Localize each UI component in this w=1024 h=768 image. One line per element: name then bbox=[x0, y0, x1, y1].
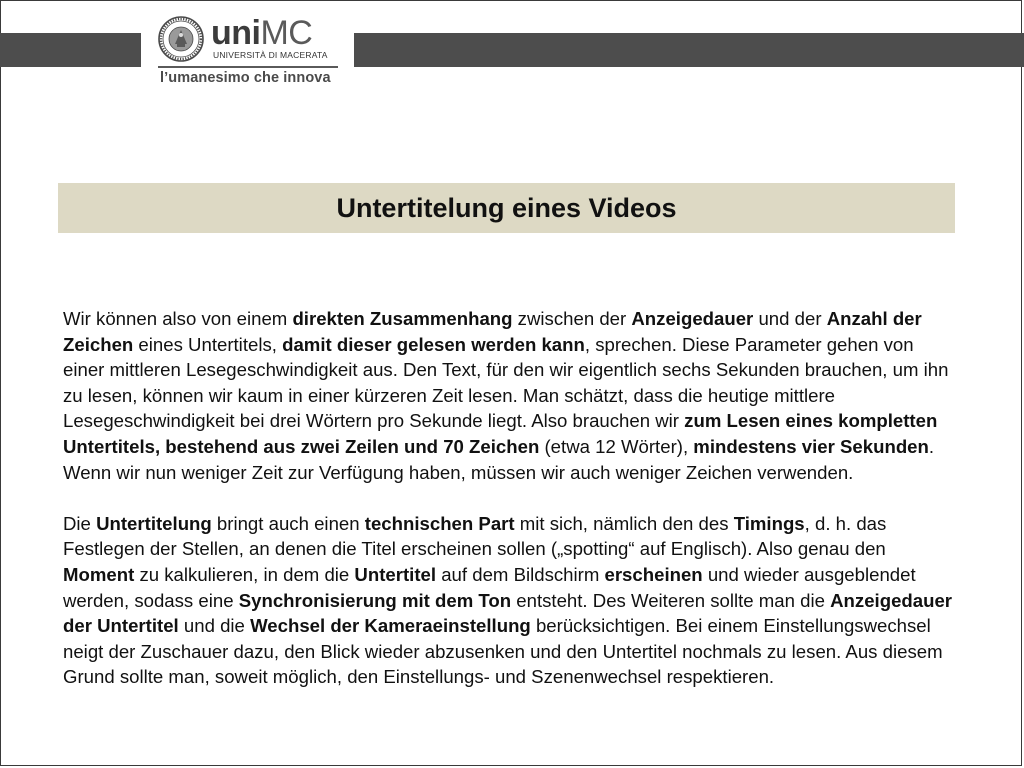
emphasis-text: Untertitel bbox=[354, 563, 437, 585]
emphasis-text: zum Lesen eines kompletten Untertitels, bestehend aus zwei Zeilen und 70 Zeichen bbox=[63, 410, 938, 457]
body-text-segment: (etwa 12 Wörter), bbox=[539, 435, 694, 457]
body-text-segment: zwischen der bbox=[512, 308, 632, 329]
emphasis-text: erscheinen bbox=[604, 563, 703, 585]
title-bar bbox=[58, 183, 955, 233]
body-text-segment: eines Untertitels, bbox=[133, 333, 283, 355]
paragraph-1 bbox=[63, 306, 953, 485]
body-text-segment: entsteht. Des Weiteren sollte man die bbox=[511, 589, 831, 611]
body-text-segment: berücksichtigen. Bei einem Einstellungswechsel neigt der Zuschauer dazu, den Blick wieder abzusenken und den Untertitel nochmals zu lesen. Aus diesem Grund sollte man, soweit möglich, den Einstellungs- und Szenenwechsel respektieren. bbox=[63, 615, 943, 688]
body-text-segment: und wieder ausgeblendet werden, sodass eine bbox=[63, 563, 916, 611]
body-text-segment: und die bbox=[178, 615, 251, 637]
body-text-segment: . Wenn wir nun weniger Zeit zur Verfügung haben, müssen wir auch weniger Zeichen verwenden. bbox=[63, 435, 935, 483]
logo-wordmark bbox=[211, 16, 312, 50]
logo-tagline: l’umanesimo che innova bbox=[160, 70, 331, 86]
logo-divider bbox=[158, 66, 338, 68]
body-text-segment: und der bbox=[753, 308, 827, 329]
slide-body bbox=[63, 306, 953, 690]
paragraph-2 bbox=[63, 511, 953, 690]
university-seal-icon bbox=[158, 16, 204, 62]
body-text-segment: zu kalkulieren, in dem die bbox=[134, 563, 355, 585]
body-text-segment: Die bbox=[63, 512, 97, 534]
body-text-segment: Wir können also von einem bbox=[63, 308, 293, 329]
logo-word-light: MC bbox=[260, 14, 313, 52]
logo-subtitle: UNIVERSITÀ DI MACERATA bbox=[213, 50, 328, 60]
university-logo bbox=[150, 12, 346, 90]
logo-word-bold: uni bbox=[211, 14, 261, 52]
emphasis-text: Moment bbox=[63, 563, 135, 585]
emphasis-text: Anzeigedauer der Untertitel bbox=[63, 589, 953, 637]
emphasis-text: Wechsel der Kameraeinstellung bbox=[250, 615, 531, 637]
emphasis-text: technischen Part bbox=[364, 512, 515, 534]
body-text-segment: , sprechen. Diese Parameter gehen von einer mittleren Lesegeschwindigkeit aus. Den Text, für den wir eigentlich sechs Sekunden brauchen, um ihn zu lesen, können wir kaum in einer kürzeren Zeit lesen. Man schätzt, dass die heutige mittlere Lesegeschwindigkeit bei drei Wörtern pro Sekunde liegt. Also brauchen wir bbox=[63, 333, 949, 432]
emphasis-text: Anzahl der Zeichen bbox=[63, 308, 922, 355]
emphasis-text: damit dieser gelesen werden kann bbox=[282, 333, 585, 355]
body-text-segment: mit sich, nämlich den des bbox=[514, 512, 734, 534]
body-text-segment: bringt auch einen bbox=[211, 512, 365, 534]
emphasis-text: mindestens vier Sekunden bbox=[693, 435, 929, 457]
emphasis-text: direkten Zusammenhang bbox=[292, 308, 513, 329]
body-text-segment: , d. h. das Festlegen der Stellen, an denen die Titel erscheinen sollen („spotting“ auf Englisch). Also genau den bbox=[63, 512, 887, 560]
slide-title: Untertitelung eines Videos bbox=[336, 192, 677, 223]
header-band-left bbox=[0, 33, 141, 67]
emphasis-text: Timings bbox=[733, 512, 805, 534]
body-text-segment: auf dem Bildschirm bbox=[436, 563, 605, 585]
emphasis-text: Anzeigedauer bbox=[631, 308, 754, 329]
header-band-right bbox=[354, 33, 1024, 67]
emphasis-text: Synchronisierung mit dem Ton bbox=[238, 589, 512, 611]
emphasis-text: Untertitelung bbox=[96, 512, 212, 534]
